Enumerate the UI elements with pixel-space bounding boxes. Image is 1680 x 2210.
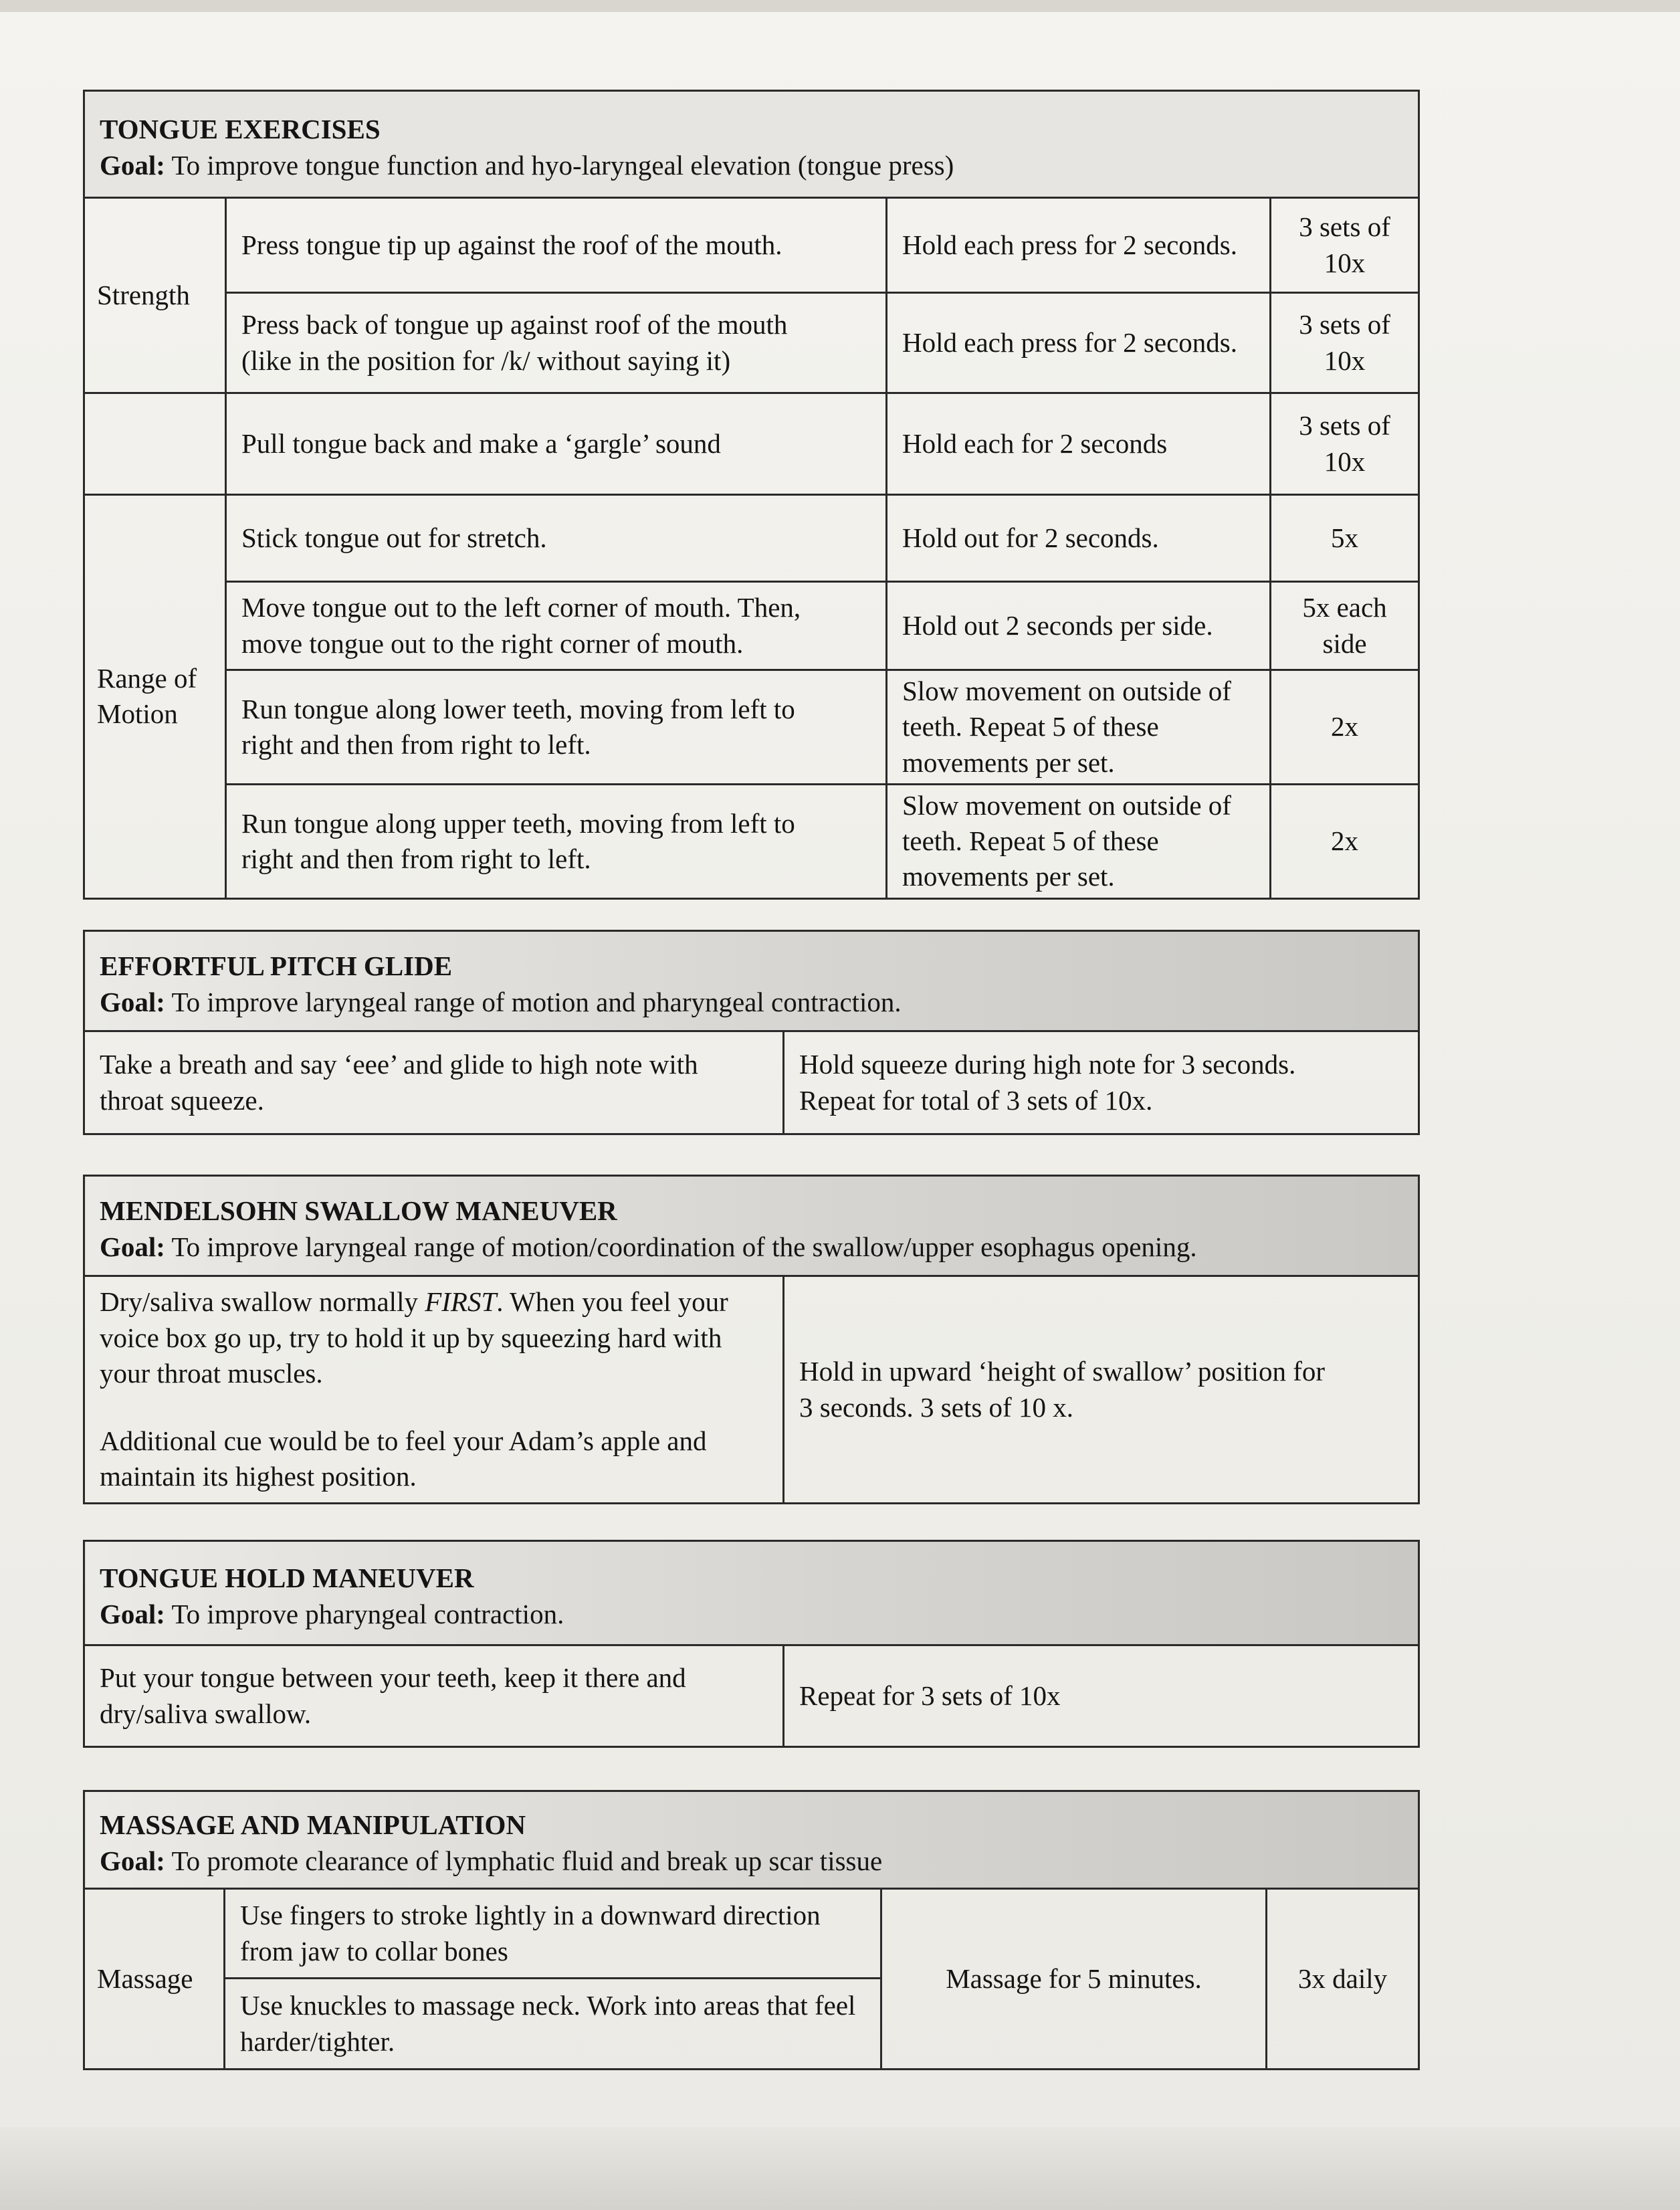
reps-cell: 5x each side [1271, 582, 1419, 670]
hold-cell: Hold each for 2 seconds [887, 393, 1271, 495]
exercise-cell: Pull tongue back and make a ‘gargle’ sound [226, 393, 887, 495]
hold-cell: Massage for 5 minutes. [881, 1889, 1267, 2070]
hold-cell: Hold squeeze during high note for 3 seconds. Repeat for total of 3 sets of 10x. [784, 1031, 1419, 1134]
goal-text: To improve pharyngeal contraction. [171, 1598, 564, 1629]
goal-text: To improve laryngeal range of motion and pharyngeal contraction. [171, 986, 902, 1017]
exercise-cell: Run tongue along lower teeth, moving from left to right and then from right to left. [226, 670, 887, 785]
hold-cell: Hold each press for 2 seconds. [887, 293, 1271, 393]
tongue-hold-table [83, 1540, 1420, 1748]
tongue-exercises-table [83, 90, 1420, 900]
category-strength: Strength [84, 198, 226, 393]
hold-cell: Hold out for 2 seconds. [887, 495, 1271, 582]
hold-cell: Slow movement on outside of teeth. Repeat 5 of these movements per set. [887, 784, 1271, 898]
category-empty [84, 393, 226, 495]
category-massage: Massage [84, 1889, 225, 2070]
massage-table [83, 1790, 1420, 2070]
goal-label: Goal: [100, 1845, 165, 1876]
category-range-of-motion: Range of Motion [84, 495, 226, 899]
exercise-cell: Move tongue out to the left corner of mouth. Then, move tongue out to the right corner of mouth. [226, 582, 887, 670]
section-title: EFFORTFUL PITCH GLIDE [100, 950, 453, 982]
goal-text: To improve laryngeal range of motion/coordination of the swallow/upper esophagus opening. [171, 1231, 1197, 1262]
tongue-exercises-header [84, 91, 1419, 198]
section-title: TONGUE HOLD MANEUVER [100, 1563, 474, 1594]
goal-label: Goal: [100, 1231, 165, 1262]
exercise-cell: Use fingers to stroke lightly in a downward direction from jaw to collar bones [225, 1889, 881, 1979]
exercise-cell: Take a breath and say ‘eee’ and glide to high note with throat squeeze. [84, 1031, 784, 1134]
massage-header [84, 1791, 1419, 1889]
tongue-hold-header [84, 1541, 1419, 1645]
pitch-glide-table [83, 930, 1420, 1135]
hold-cell: Hold out 2 seconds per side. [887, 582, 1271, 670]
goal-text: To promote clearance of lymphatic fluid and break up scar tissue [171, 1845, 883, 1876]
desk-shadow [0, 2127, 1680, 2210]
exercise-cell: Press back of tongue up against roof of the mouth (like in the position for /k/ without saying it) [226, 293, 887, 393]
section-title: TONGUE EXERCISES [100, 114, 381, 145]
mendelsohn-header [84, 1176, 1419, 1276]
exercise-cell: Run tongue along upper teeth, moving from left to right and then from right to left. [226, 784, 887, 898]
hold-cell: Hold in upward ‘height of swallow’ position for 3 seconds. 3 sets of 10 x. [784, 1276, 1419, 1504]
section-title: MASSAGE AND MANIPULATION [100, 1809, 526, 1841]
reps-cell: 2x [1271, 670, 1419, 785]
exercise-cell: Dry/saliva swallow normally FIRST. When you feel your voice box go up, try to hold it up by squeezing hard with your throat muscles. Additional cue would be to feel your Adam’s apple and maintain its highest position. [84, 1276, 784, 1504]
reps-cell: 2x [1271, 784, 1419, 898]
exercise-cell: Press tongue tip up against the roof of the mouth. [226, 198, 887, 293]
mendelsohn-table [83, 1175, 1420, 1504]
reps-cell: 3x daily [1267, 1889, 1419, 2070]
reps-cell: 3 sets of 10x [1271, 393, 1419, 495]
goal-text: To improve tongue function and hyo-laryngeal elevation (tongue press) [171, 149, 954, 181]
exercise-cell: Stick tongue out for stretch. [226, 495, 887, 582]
hold-cell: Repeat for 3 sets of 10x [784, 1645, 1419, 1747]
section-title: MENDELSOHN SWALLOW MANEUVER [100, 1195, 617, 1227]
reps-cell: 3 sets of 10x [1271, 198, 1419, 293]
pitch-glide-header [84, 931, 1419, 1031]
hold-cell: Hold each press for 2 seconds. [887, 198, 1271, 293]
reps-cell: 5x [1271, 495, 1419, 582]
exercise-cell: Use knuckles to massage neck. Work into areas that feel harder/tighter. [225, 1979, 881, 2070]
reps-cell: 3 sets of 10x [1271, 293, 1419, 393]
goal-label: Goal: [100, 986, 165, 1017]
hold-cell: Slow movement on outside of teeth. Repeat 5 of these movements per set. [887, 670, 1271, 785]
goal-label: Goal: [100, 1598, 165, 1629]
exercise-cell: Put your tongue between your teeth, keep it there and dry/saliva swallow. [84, 1645, 784, 1747]
goal-label: Goal: [100, 149, 165, 181]
